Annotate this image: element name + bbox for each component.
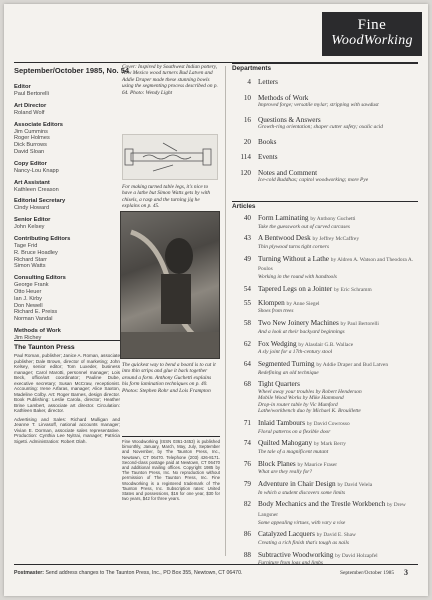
- toc-title: [258, 138, 420, 147]
- toc-page-number: 62: [243, 339, 251, 348]
- articles-heading: Articles: [232, 203, 256, 210]
- credit-name: Cindy Howard: [14, 205, 50, 212]
- credit-name: Dick Burrows: [14, 142, 47, 149]
- toc-page-number: 49: [243, 254, 251, 263]
- logo-line-1: Fine: [357, 17, 387, 33]
- toc-description: A sly joint for a 17th-century stool: [258, 349, 333, 356]
- credit-name: Jim Cummins: [14, 128, 48, 135]
- toc-title-text: Segmented Turning: [258, 359, 315, 368]
- toc-page-number: 114: [240, 153, 251, 162]
- toc-author: by Paul Bertorelli: [340, 321, 379, 328]
- bending-board-photo: [120, 211, 220, 359]
- toc-author: by Drew Langsner: [258, 502, 406, 519]
- credit-group: [14, 217, 120, 231]
- toc-page-number: 74: [243, 439, 251, 448]
- toc-title-text: Events: [258, 153, 278, 162]
- toc-description: Growth-ring orientation; shaper cutter safety; oxalic acid: [258, 124, 383, 131]
- publication-notice: Fine Woodworking (ISSN 0361-3453) is published bimonthly, January, March, May, July, September and November, by The Taunton Press, Inc., Newtown, CT 06470. Telephone (203) 426-8171. Second-class postage paid at Newtown, CT 06470 and additional mailing offices. Copyright 1985 by The Taunton Press, Inc. No reproduction without permission of The Taunton Press, Inc. Fine Woodworking is a registered trademark of The Taunton Press, Inc. Subscription rates: United States and possessions, $16 for one year, $30 for two years, $42 for three years.: [122, 436, 220, 501]
- staff-credits: [14, 84, 120, 347]
- credit-group: [14, 275, 120, 323]
- toc-description: Shoes from trees: [258, 308, 294, 315]
- toc-entry[interactable]: [232, 460, 420, 476]
- page-number: 3: [404, 568, 408, 577]
- toc-title-text: Inlaid Tambours: [258, 418, 306, 427]
- toc-entry[interactable]: [232, 500, 420, 526]
- toc-title: [258, 299, 420, 309]
- toc-title-text: Body Mechanics and the Trestle Workbench: [258, 500, 386, 509]
- toc-title: [258, 94, 420, 103]
- toc-entry[interactable]: [232, 319, 420, 335]
- toc-title: [258, 360, 420, 370]
- toc-page-number: 64: [243, 359, 251, 368]
- toc-title: [258, 116, 420, 125]
- taunton-press-title: The Taunton Press: [14, 344, 75, 351]
- toc-entry[interactable]: [232, 214, 420, 230]
- credit-role: Senior Editor: [14, 217, 51, 224]
- toc-page-number: 120: [240, 168, 251, 177]
- toc-entry[interactable]: [232, 380, 420, 414]
- turning-jig-caption: For making turned table legs, it's nice to have a lathe but Simon Watts gets by with chisels, a rasp and the turning jig he explains on p. 45.: [122, 184, 211, 210]
- column-divider: [225, 66, 226, 556]
- toc-page-number: 82: [243, 500, 251, 509]
- credit-name: John Kelsey: [14, 224, 45, 231]
- toc-title: [258, 500, 420, 519]
- toc-author: by David Cowrosso: [306, 420, 350, 427]
- toc-entry[interactable]: [232, 439, 420, 455]
- taunton-press-sales: Advertising and Sales: Richard Mulligan and Jeanne T. Lirvasoff, national accounts manager; Vivian E. Dorman, associate sales representative. Production: Cynthia Lee Nyitrai, manager; Patricia Sigetti. Administration: Robert Olah.: [14, 416, 120, 444]
- footer-rule: [14, 564, 418, 565]
- toc-title: [258, 319, 420, 329]
- toc-author: by Anthony Guchetti: [310, 216, 356, 222]
- footer-date: September/October 1985: [340, 570, 395, 576]
- toc-title-text: A Bentwood Desk: [258, 234, 311, 243]
- credit-name: Jim Richey: [14, 334, 42, 341]
- toc-title-text: Subtractive Woodworking: [258, 550, 334, 559]
- toc-title-text: Quilted Mahogany: [258, 439, 313, 448]
- toc-entry[interactable]: [232, 299, 420, 315]
- toc-title: [258, 285, 420, 295]
- toc-title-text: Turning Without a Lathe: [258, 254, 329, 263]
- toc-title: [258, 153, 420, 162]
- toc-title-text: Klompen: [258, 298, 285, 307]
- toc-author: by Alasdair G.B. Wallace: [298, 341, 354, 348]
- credit-group: [14, 103, 120, 117]
- turning-jig-illustration: [122, 134, 218, 180]
- toc-author: by Mark Berry: [313, 441, 346, 448]
- credit-name: Don Newell: [14, 302, 43, 309]
- toc-page-number: 10: [243, 93, 251, 102]
- credit-name: Otto Heuer: [14, 288, 42, 295]
- toc-page-number: 58: [243, 319, 251, 328]
- credit-group: [14, 84, 120, 98]
- toc-entry[interactable]: [232, 285, 420, 295]
- toc-page-number: 79: [243, 480, 251, 489]
- toc-entry[interactable]: [232, 153, 420, 162]
- credit-group: [14, 198, 120, 212]
- credit-name: Tage Frid: [14, 242, 38, 249]
- toc-page-number: 4: [247, 78, 251, 86]
- postmaster-notice: [14, 570, 242, 576]
- toc-page-number: 55: [243, 298, 251, 307]
- credit-name: George Frank: [14, 282, 49, 289]
- toc-title-text: Tight Quarters: [258, 380, 300, 389]
- toc-title: [258, 419, 420, 429]
- toc-entry[interactable]: [232, 94, 420, 109]
- toc-entry[interactable]: [232, 340, 420, 356]
- toc-title-text: Block Planes: [258, 459, 296, 468]
- articles-rule: [232, 201, 418, 202]
- credit-role: Associate Editors: [14, 121, 63, 128]
- toc-title: [258, 78, 420, 87]
- toc-title-text: Form Laminating: [258, 214, 309, 222]
- toc-page-number: 16: [243, 115, 251, 124]
- toc-author: by Jeffrey McCaffrey: [312, 236, 360, 243]
- toc-description: The tale of a magnificent mutant: [258, 448, 329, 455]
- departments-list: [232, 78, 420, 191]
- toc-entry[interactable]: [232, 138, 420, 147]
- toc-entry[interactable]: [232, 419, 420, 435]
- toc-title: [258, 340, 420, 350]
- credit-name: Richard E. Preiss: [14, 309, 58, 316]
- toc-title: [258, 380, 420, 389]
- toc-page-number: 20: [243, 137, 251, 146]
- toc-description: And a look at their backyard beginnings: [258, 328, 345, 335]
- credit-role: Contributing Editors: [14, 235, 71, 242]
- toc-title: [258, 439, 420, 449]
- toc-page-number: 68: [243, 380, 251, 389]
- toc-description: Working in the round with handtools: [258, 273, 337, 280]
- credit-name: Nancy-Lou Knapp: [14, 167, 59, 174]
- toc-page-number: 76: [243, 459, 251, 468]
- toc-entry[interactable]: [232, 255, 420, 281]
- toc-description: Floral patterns on a flexible door: [258, 428, 331, 435]
- toc-description: In which a student discovers some limits: [258, 489, 346, 496]
- credit-name: Roger Holmes: [14, 135, 50, 142]
- toc-title-text: Letters: [258, 78, 278, 86]
- postmaster-label: Postmaster:: [14, 570, 44, 576]
- toc-description: Wheel away your troubles by Robert Henderson Mobile Wood Works by Mike Hammond Drop-in router table by Vic Mumford Lathe/workbench duo by Michael K. Brouillette: [258, 388, 362, 415]
- toc-title: [258, 551, 420, 561]
- bending-board-caption: The quickest way to bend a board is to cut it into thin strips and glue it back together around a form. Anthony Guchetti explains his form lamination techniques on p. 40. Photos: Stephen Rohr and Lois Frampton: [122, 362, 216, 394]
- toc-title: [258, 480, 420, 490]
- toc-title-text: Fox Wedging: [258, 339, 297, 348]
- credit-name: R. Bruce Hoadley: [14, 249, 58, 256]
- toc-author: by David Velela: [337, 482, 373, 489]
- credit-name: David Sloan: [14, 148, 45, 155]
- toc-description: Redefining an old technique: [258, 369, 319, 376]
- toc-page-number: 86: [243, 530, 251, 539]
- toc-title-text: Questions & Answers: [258, 115, 321, 124]
- credit-group: [14, 161, 120, 175]
- credit-group: [14, 236, 120, 270]
- cover-caption: Cover: Inspired by Southwest Indian pottery, New Mexico wood turners Bud Latven and Addie Draper made these stunning bowls using the segmenting process described on p. 64. Photo: Wendy Light: [122, 64, 218, 96]
- toc-entry[interactable]: [232, 169, 420, 184]
- credit-role: Editor: [14, 84, 31, 90]
- toc-title-text: Tapered Legs on a Jointer: [258, 284, 333, 293]
- credit-role: Consulting Editors: [14, 275, 66, 282]
- toc-title: [258, 530, 420, 540]
- toc-author: by Addie Draper and Bud Latven: [316, 361, 389, 368]
- toc-description: Some appealing virtues, with vary a vise: [258, 519, 346, 526]
- toc-description: Ice-cold Buddhas; capitol woodworking; more Pye: [258, 177, 369, 184]
- departments-rule: [232, 63, 418, 64]
- credit-role: Art Director: [14, 102, 47, 109]
- magazine-page: [4, 4, 428, 596]
- toc-title: [258, 214, 420, 224]
- toc-page-number: 88: [243, 550, 251, 559]
- toc-author: by Anne Siegel: [286, 300, 320, 307]
- logo-line-2: WoodWorking: [331, 33, 413, 48]
- postmaster-text: Send address changes to The Taunton Press, Inc., PO Box 355, Newtown, CT 06470.: [45, 570, 243, 576]
- toc-author: by David E. Shaw: [316, 532, 356, 539]
- toc-description: Creating a rich finish that's tough as nails: [258, 540, 349, 547]
- credit-name: Roland Wolf: [14, 109, 45, 116]
- credit-name: Richard Starr: [14, 256, 47, 263]
- toc-page-number: 54: [243, 284, 251, 293]
- toc-entry[interactable]: [232, 530, 420, 546]
- toc-entry[interactable]: [232, 360, 420, 376]
- toc-page-number: 71: [243, 418, 251, 427]
- credit-group: [14, 180, 120, 194]
- toc-author: by Eric Schramm: [333, 286, 372, 293]
- toc-description: Take the guesswork out of curved carcases: [258, 223, 350, 230]
- departments-heading: Departments: [232, 65, 272, 72]
- taunton-press-staff: Paul Roman, publisher; Janice A. Roman, associate publisher; Dale Brown, director of marketing; John Kelsey, senior editor; Tom Luxeder, business manager; Carol Marotti, personnel manager; Lois Beck, office/art coordinator; Pauline Dube, executive secretary; Susan McCraw, receptionist. Accounting: Irene Arfaras, manager; Alice Saxton, Madeline Colby. Art: Roger Barnes, design director. Book Publishing: Leslie Carola, director; Heather Brine Lambert, associate art director. Circulation: Kathleen Baker, director.: [14, 353, 120, 413]
- toc-entry[interactable]: [232, 480, 420, 496]
- toc-title-text: Methods of Work: [258, 93, 309, 102]
- toc-title: [258, 234, 420, 244]
- credit-group: [14, 122, 120, 156]
- toc-description: Thin plywood turns tight corners: [258, 243, 329, 250]
- toc-title-text: Two New Joinery Machines: [258, 319, 339, 328]
- credit-role: Editorial Secretary: [14, 198, 66, 205]
- articles-list: [232, 214, 420, 571]
- credit-name: Paul Bertorelli: [14, 91, 49, 97]
- toc-title: [258, 169, 420, 178]
- toc-title: [258, 255, 420, 274]
- toc-description: Improved forge; versatile mylar; stripping with sawdust: [258, 102, 379, 109]
- credit-name: Simon Watts: [14, 263, 46, 270]
- toc-title: [258, 460, 420, 470]
- credit-name: Kathleen Creason: [14, 186, 59, 193]
- toc-author: by Maurice Fraser: [297, 461, 338, 468]
- toc-title-text: Adventure in Chair Design: [258, 480, 336, 489]
- toc-description: What are they really for?: [258, 469, 313, 476]
- toc-entry[interactable]: [232, 78, 420, 87]
- issue-date: September/October 1985, No. 54: [14, 66, 130, 75]
- toc-page-number: 40: [243, 214, 251, 222]
- toc-entry[interactable]: [232, 116, 420, 131]
- toc-author: by David Holzapfel: [335, 552, 378, 559]
- credit-role: Copy Editor: [14, 160, 47, 167]
- toc-title-text: Books: [258, 137, 277, 146]
- credit-role: Art Assistant: [14, 179, 50, 186]
- toc-author: by Aldren A. Watson and Theodora A. Poulos: [258, 256, 414, 273]
- toc-title-text: Catalyzed Lacquers: [258, 530, 315, 539]
- credit-name: Ian J. Kirby: [14, 295, 42, 302]
- credit-name: Norman Vandal: [14, 316, 53, 323]
- taunton-press-box: [14, 340, 120, 552]
- credit-role: Methods of Work: [14, 327, 61, 334]
- toc-title-text: Notes and Comment: [258, 168, 318, 177]
- magazine-logo: [322, 12, 422, 56]
- toc-entry[interactable]: [232, 234, 420, 250]
- toc-page-number: 43: [243, 234, 251, 243]
